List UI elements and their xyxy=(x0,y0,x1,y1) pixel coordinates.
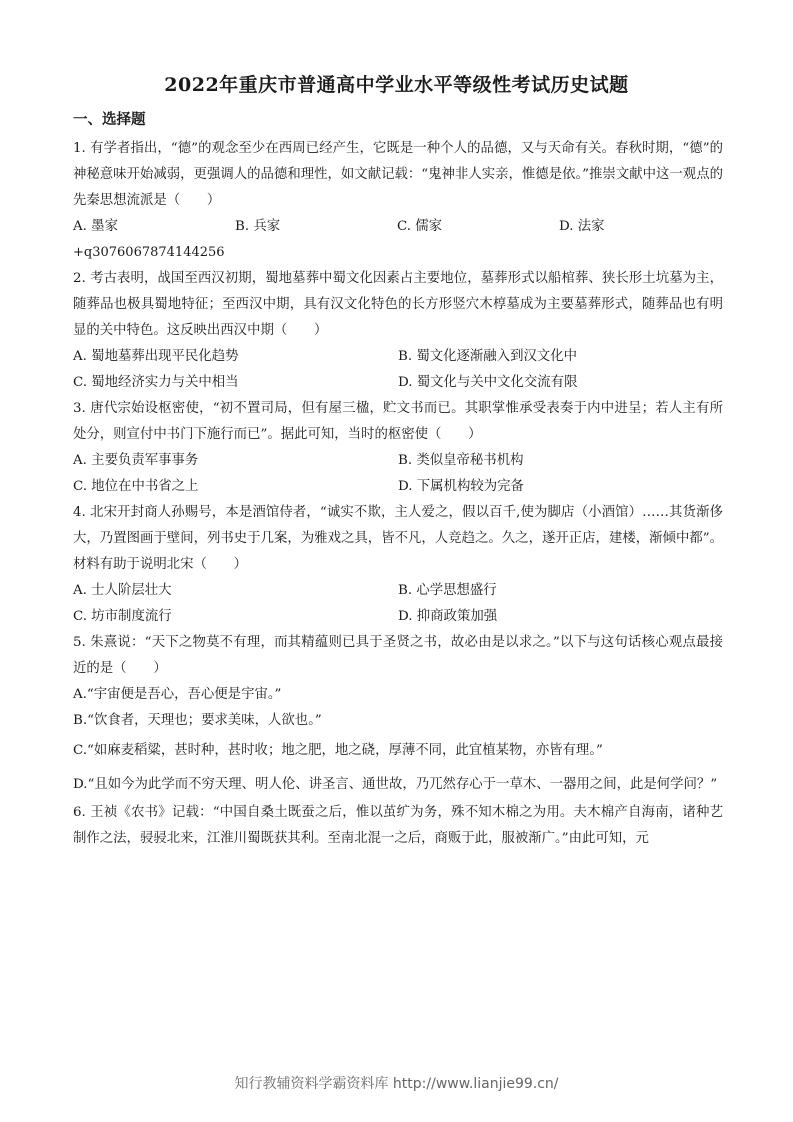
section-heading: 一、选择题 xyxy=(73,111,146,128)
question-4-options-row2 xyxy=(73,604,723,630)
question-4-stem: 4. 北宋开封商人孙赐号，本是酒馆侍者，“诚实不欺，主人爱之，假以百千,使为脚店（小酒馆）……其货渐侈大，乃置图画于壁间，列书史于几案，为雅戏之具，皆不凡，人竞趋之。久之，遂开正店，建楼，渐倾中都”。材料有助于说明北宋（ ） xyxy=(73,505,723,572)
option-c: C. 蜀地经济实力与关中相当 xyxy=(73,375,239,390)
question-3-stem: 3. 唐代宗始设枢密使，“初不置司局，但有屋三楹，贮文书而已。其职掌惟承受表奏于内中进呈；若人主有所处分，则宣付中书门下施行而已”。据此可知，当时的枢密使（ ） xyxy=(73,401,723,442)
option-d: D.“且如今为此学而不穷天理、明人伦、讲圣言、通世故，乃兀然存心于一草木、一器用之间，此是何学问？” xyxy=(73,777,718,792)
option-b: B.“饮食者，天理也；要求美味，人欲也。” xyxy=(73,713,322,728)
question-2-options-row1 xyxy=(73,344,723,370)
question-3-options-row1 xyxy=(73,448,723,474)
option-a: A.“宇宙便是吾心，吾心便是宇宙。” xyxy=(73,687,282,702)
option-c: C. 地位在中书省之上 xyxy=(73,479,199,494)
option-b: B. 兵家 xyxy=(235,219,281,234)
option-d: D. 抑商政策加强 xyxy=(398,609,498,624)
question-5-stem: 5. 朱熹说：“天下之物莫不有理，而其精蕴则已具于圣贤之书，故必由是以求之。”以下与这句话核心观点最接近的是（ ） xyxy=(73,635,723,676)
option-a: A. 士人阶层壮大 xyxy=(73,583,172,598)
option-b: B. 蜀文化逐渐融入到汉文化中 xyxy=(398,349,578,364)
option-a: A. 墨家 xyxy=(73,219,118,234)
option-c: C.“如麻麦稻粱，甚时种，甚时收；地之肥，地之硗，厚薄不同，此宜植某物，亦皆有理。” xyxy=(73,743,603,758)
question-2-stem: 2. 考古表明，战国至西汉初期，蜀地墓葬中蜀文化因素占主要地位，墓葬形式以船棺葬、狭长形土坑墓为主，随葬品也极具蜀地特征；至西汉中期，具有汉文化特色的长方形竖穴木椁墓成为主要墓葬形式，随葬品也有明显的关中特色。这反映出西汉中期（ ） xyxy=(73,271,723,338)
option-c: C. 儒家 xyxy=(397,219,443,234)
question-4-options-row1 xyxy=(73,578,723,604)
question-1-stem: 1. 有学者指出，“德”的观念至少在西周已经产生，它既是一种个人的品德，又与天命有关。春秋时期，“德”的神秘意味开始减弱，更强调人的品德和理性，如文献记载：“鬼神非人实亲，惟德是依。”推崇文献中这一观点的先秦思想流派是（ ） xyxy=(73,141,723,208)
option-d: D. 法家 xyxy=(559,219,605,234)
option-d: D. 下属机构较为完备 xyxy=(398,479,524,494)
question-list xyxy=(73,136,723,852)
question-2-options-row2 xyxy=(73,370,723,396)
option-c: C. 坊市制度流行 xyxy=(73,609,172,624)
option-a: A. 蜀地墓葬出现平民化趋势 xyxy=(73,349,239,364)
option-b: B. 心学思想盛行 xyxy=(398,583,497,598)
page-title: 2022年重庆市普通高中学业水平等级性考试历史试题 xyxy=(164,74,629,96)
option-d: D. 蜀文化与关中文化交流有限 xyxy=(398,375,578,390)
question-6-stem: 6. 王祯《农书》记载：“中国自桑土既蚕之后，惟以茧纩为务，殊不知木棉之为用。夫木棉产自海南，诸种艺制作之法，骎骎北来，江淮川蜀既获其利。至南北混一之后，商贩于此，服被渐广。”由此可知，元 xyxy=(73,805,723,846)
question-1-options xyxy=(73,214,723,240)
qq-line: +q3076067874144256 xyxy=(73,245,225,260)
option-a: A. 主要负责军事事务 xyxy=(73,453,199,468)
page-footer: 知行教辅资料学霸资料库 http://www.lianjie99.cn/ xyxy=(234,1076,559,1092)
option-b: B. 类似皇帝秘书机构 xyxy=(398,453,524,468)
question-3-options-row2 xyxy=(73,474,723,500)
